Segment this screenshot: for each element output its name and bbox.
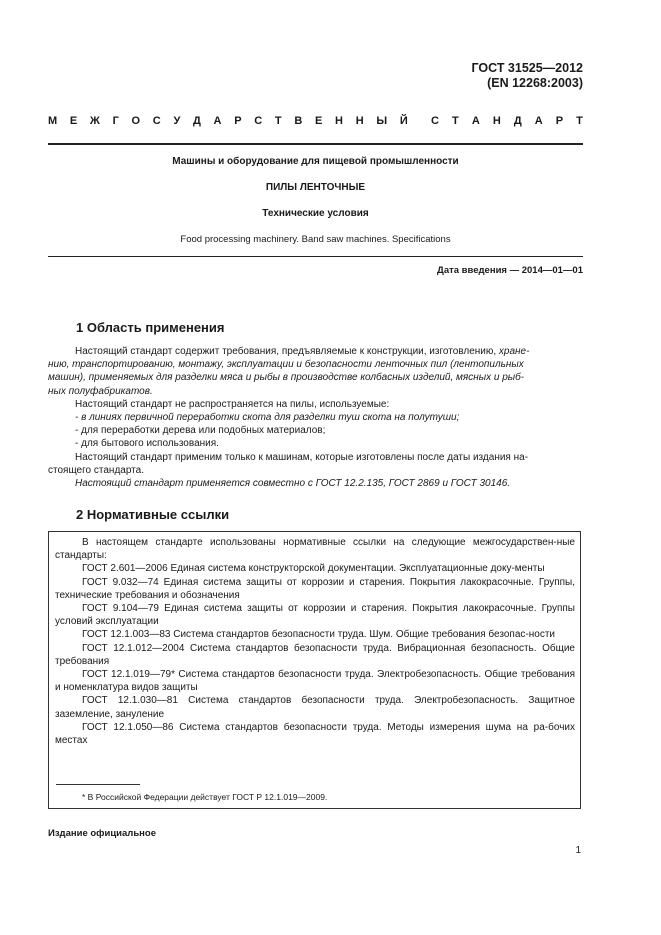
reference-intro: В настоящем стандарте использованы нормативные ссылки на следующие межгосударствен-ные стандарты:: [55, 537, 575, 562]
banner-letter: А: [534, 115, 543, 127]
banner-word-interstate: [48, 115, 408, 127]
reference-item: ГОСТ 12.1.012—2004 Система стандартов безопасности труда. Вибрационная безопасность. Общие требования: [55, 642, 575, 667]
reference-item: ГОСТ 12.1.003—83 Система стандартов безопасности труда. Шум. Общие требования безопас-ности: [82, 629, 555, 641]
banner-letter: Т: [452, 115, 459, 127]
title-subject: Машины и оборудование для пищевой промышленности: [172, 156, 459, 167]
section-1-list-item: - в линиях первичной переработки скота для разделки туш скота на полутуши;: [75, 412, 460, 424]
references-list: [55, 536, 575, 747]
banner-letter: С: [254, 115, 263, 127]
section-1-p3-line-2: стоящего стандарта.: [48, 464, 144, 476]
section-1-p1-line-3: машин), применяемых для разделки мяса и рыбы в производстве колбасных изделий, мясных и рыб-: [48, 372, 525, 384]
reference-item: ГОСТ 9.032—74 Единая система защиты от коррозии и старения. Покрытия лакокрасочные. Группы, технические требования и обозначения: [55, 576, 575, 601]
gost-number: ГОСТ 31525—2012: [471, 61, 583, 75]
banner-letter: С: [431, 115, 439, 127]
banner-letter: Р: [234, 115, 242, 127]
standard-banner: [48, 115, 583, 127]
banner-letter: Н: [492, 115, 501, 127]
p1-plain-start: Настоящий стандарт содержит требования, предъявляемые к конструкции, изготовлению,: [75, 346, 499, 357]
top-divider: [48, 143, 583, 145]
banner-letter: Ж: [89, 115, 100, 127]
section-1-p3-line-1: Настоящий стандарт применим только к машинам, которые изготовлены после даты издания на-: [75, 451, 529, 463]
document-number: [471, 61, 583, 91]
page-number: 1: [575, 845, 581, 856]
banner-letter: Н: [355, 115, 364, 127]
banner-letter: А: [213, 115, 222, 127]
banner-letter: Й: [399, 115, 408, 127]
intro-date: Дата введения — 2014—01—01: [437, 265, 583, 276]
banner-letter: У: [173, 115, 181, 127]
reference-item: ГОСТ 12.1.019—79* Система стандартов безопасности труда. Электробезопасность. Общие требования и номенклатура видов защиты: [55, 669, 575, 694]
banner-letter: О: [131, 115, 141, 127]
title-conditions: Технические условия: [262, 208, 369, 219]
section-1-list-item: - для переработки дерева или подобных материалов;: [75, 425, 326, 437]
reference-item: ГОСТ 12.1.050—86 Система стандартов безопасности труда. Методы измерения шума на ра-бочих местах: [55, 721, 575, 747]
banner-letter: Ы: [376, 115, 388, 127]
section-1-body: [48, 345, 583, 490]
banner-word-standard: [431, 115, 583, 127]
banner-letter: Д: [513, 115, 522, 127]
section-1-p4: Настоящий стандарт применяется совместно с ГОСТ 12.2.135, ГОСТ 2869 и ГОСТ 30146.: [75, 478, 511, 490]
banner-letter: Д: [193, 115, 201, 127]
en-number: (EN 12268:2003): [487, 76, 583, 90]
section-1-p1-line-4: ных полуфабрикатов.: [48, 385, 153, 397]
banner-letter: Н: [335, 115, 343, 127]
title-name: ПИЛЫ ЛЕНТОЧНЫЕ: [265, 182, 366, 193]
section-1-p1-line-2: нию, транспортированию, монтажу, эксплуатации и безопасности ленточных пил (лентопильных: [48, 359, 524, 371]
reference-item: ГОСТ 2.601—2006 Единая система конструкторской документации. Эксплуатационные доку-менты: [82, 563, 545, 575]
banner-letter: А: [471, 115, 480, 127]
title-english: Food processing machinery. Band saw machines. Specifications: [180, 234, 451, 245]
banner-letter: Е: [315, 115, 323, 127]
p1-italic-start: хране-: [498, 346, 530, 357]
banner-letter: Г: [112, 115, 119, 127]
section-2-heading: 2 Нормативные ссылки: [76, 507, 230, 522]
official-edition: Издание официальное: [48, 828, 156, 839]
title-divider: [48, 256, 583, 257]
banner-letter: Е: [69, 115, 78, 127]
section-1-p2: Настоящий стандарт не распространяется на пилы, используемые:: [75, 398, 390, 410]
banner-letter: Р: [555, 115, 564, 127]
footnote-rule: [56, 784, 140, 785]
banner-letter: Т: [576, 115, 583, 127]
banner-letter: С: [152, 115, 161, 127]
footnote: * В Российской Федерации действует ГОСТ Р 12.1.019—2009.: [82, 792, 328, 802]
banner-letter: М: [48, 115, 58, 127]
reference-item: ГОСТ 9.104—79 Единая система защиты от коррозии и старения. Покрытия лакокрасочные. Группы условий эксплуатации: [55, 603, 575, 628]
reference-item: ГОСТ 12.1.030—81 Система стандартов безопасности труда. Электробезопасность. Защитное заземление, зануление: [55, 695, 575, 720]
banner-letter: В: [294, 115, 303, 127]
banner-letter: Т: [274, 115, 282, 127]
section-1-heading: 1 Область применения: [76, 320, 225, 335]
section-1-p1-line-1: [48, 345, 583, 358]
section-1-list-item: - для бытового использования.: [75, 438, 219, 450]
